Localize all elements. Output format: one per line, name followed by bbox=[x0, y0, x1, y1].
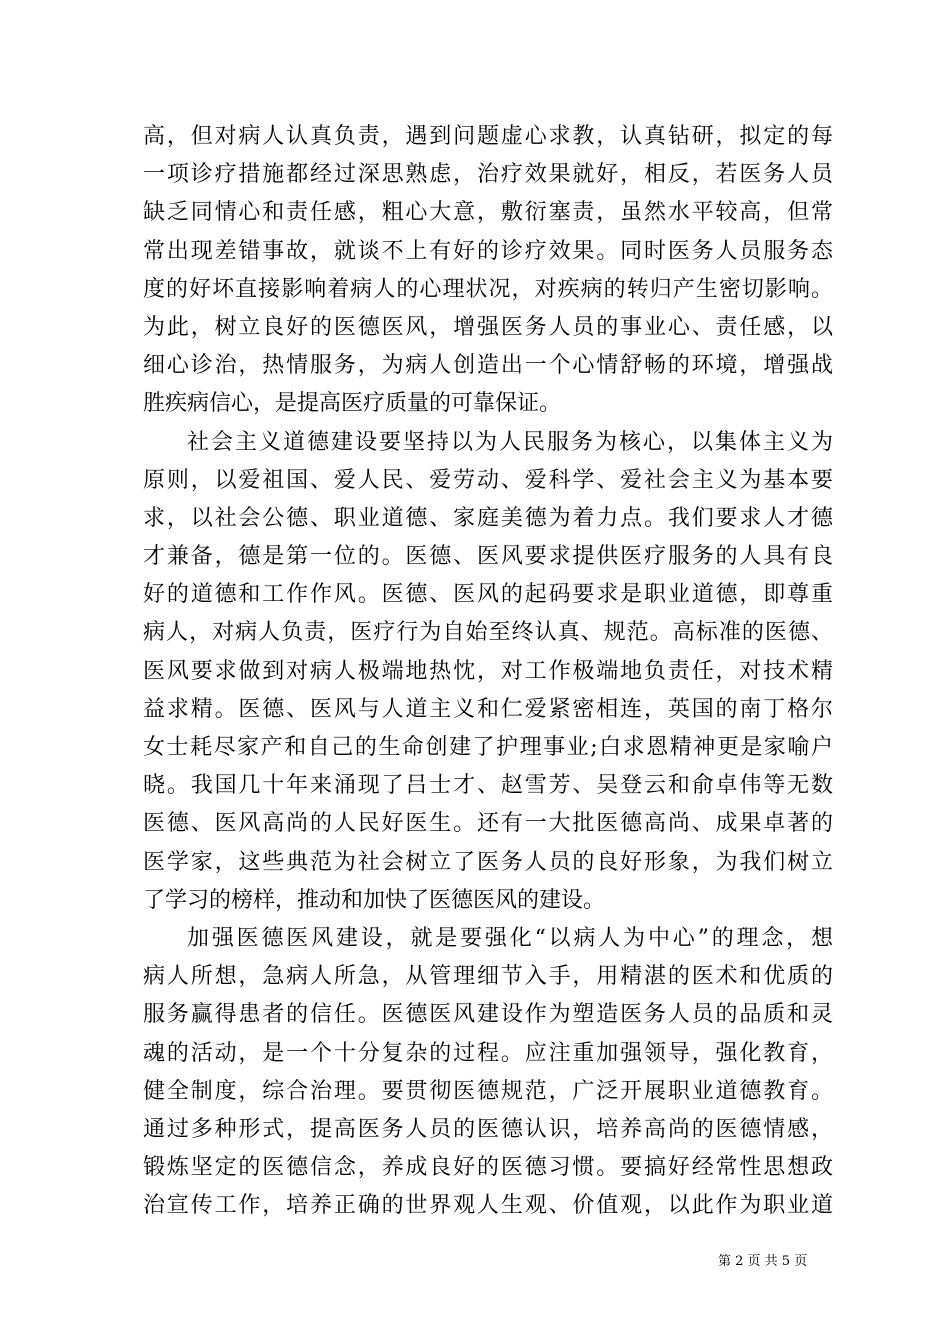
text-line: 了学习的榜样，推动和加快了医德医风的建设。 bbox=[143, 887, 606, 913]
text-line: 服务赢得患者的信任。医德医风建设作为塑造医务人员的品质和灵 bbox=[143, 1002, 833, 1028]
paragraph-first-line: 社会主义道德建设要坚持以为人民服务为核心，以集体主义为 bbox=[187, 429, 833, 455]
text-line: 健全制度，综合治理。要贯彻医德规范，广泛开展职业道德教育。 bbox=[143, 1078, 833, 1104]
text-line: 晓。我国几十年来涌现了吕士才、赵雪芳、吴登云和俞卓伟等无数 bbox=[143, 773, 833, 799]
text-line: 医风要求做到对病人极端地热忱，对工作极端地负责任，对技术精 bbox=[143, 658, 833, 684]
text-line: 治宣传工作，培养正确的世界观人生观、价值观，以此作为职业道 bbox=[143, 1193, 833, 1219]
text-line: 通过多种形式，提高医务人员的医德认识，培养高尚的医德情感， bbox=[143, 1116, 833, 1142]
text-line: 病人所想，急病人所急，从管理细节入手，用精湛的医术和优质的 bbox=[143, 964, 833, 990]
text-line: 为此，树立良好的医德医风，增强医务人员的事业心、责任感，以 bbox=[143, 314, 833, 340]
text-line: 常出现差错事故，就谈不上有好的诊疗效果。同时医务人员服务态 bbox=[143, 238, 833, 264]
text-line: 魂的活动，是一个十分复杂的过程。应注重加强领导，强化教育， bbox=[143, 1040, 833, 1066]
text-line: 女士耗尽家产和自己的生命创建了护理事业;白求恩精神更是家喻户 bbox=[143, 735, 833, 760]
text-line: 才兼备，德是第一位的。医德、医风要求提供医疗服务的人具有良 bbox=[143, 544, 833, 570]
text-line: 锻炼坚定的医德信念，养成良好的医德习惯。要搞好经常性思想政 bbox=[143, 1155, 833, 1181]
text-line: 医德、医风高尚的人民好医生。还有一大批医德高尚、成果卓著的 bbox=[143, 811, 833, 837]
text-line: 病人，对病人负责，医疗行为自始至终认真、规范。高标准的医德、 bbox=[143, 620, 833, 646]
text-line: 缺乏同情心和责任感，粗心大意，敷衍塞责，虽然水平较高，但常 bbox=[143, 200, 833, 226]
text-line: 度的好坏直接影响着病人的心理状况，对疾病的转归产生密切影响。 bbox=[143, 276, 833, 302]
paragraph-first-line: 加强医德医风建设，就是要强化“以病人为中心”的理念，想 bbox=[187, 925, 833, 951]
text-line: 细心诊治，热情服务，为病人创造出一个心情舒畅的环境，增强战 bbox=[143, 353, 833, 379]
text-line: 益求精。医德、医风与人道主义和仁爱紧密相连，英国的南丁格尔 bbox=[143, 696, 833, 722]
body-text bbox=[143, 118, 833, 1225]
text-line: 原则，以爱祖国、爱人民、爱劳动、爱科学、爱社会主义为基本要 bbox=[143, 467, 833, 493]
text-line: 高，但对病人认真负责，遇到问题虚心求教，认真钻研，拟定的每 bbox=[143, 124, 833, 149]
text-line: 一项诊疗措施都经过深思熟虑，治疗效果就好，相反，若医务人员 bbox=[143, 162, 833, 188]
text-line: 胜疾病信心，是提高医疗质量的可靠保证。 bbox=[143, 391, 562, 417]
text-line: 医学家，这些典范为社会树立了医务人员的良好形象，为我们树立 bbox=[143, 849, 833, 875]
page-number: 第 2 页 共 5 页 bbox=[718, 1254, 808, 1269]
text-line: 好的道德和工作作风。医德、医风的起码要求是职业道德，即尊重 bbox=[143, 582, 833, 608]
text-line: 求，以社会公德、职业道德、家庭美德为着力点。我们要求人才德 bbox=[143, 505, 833, 531]
